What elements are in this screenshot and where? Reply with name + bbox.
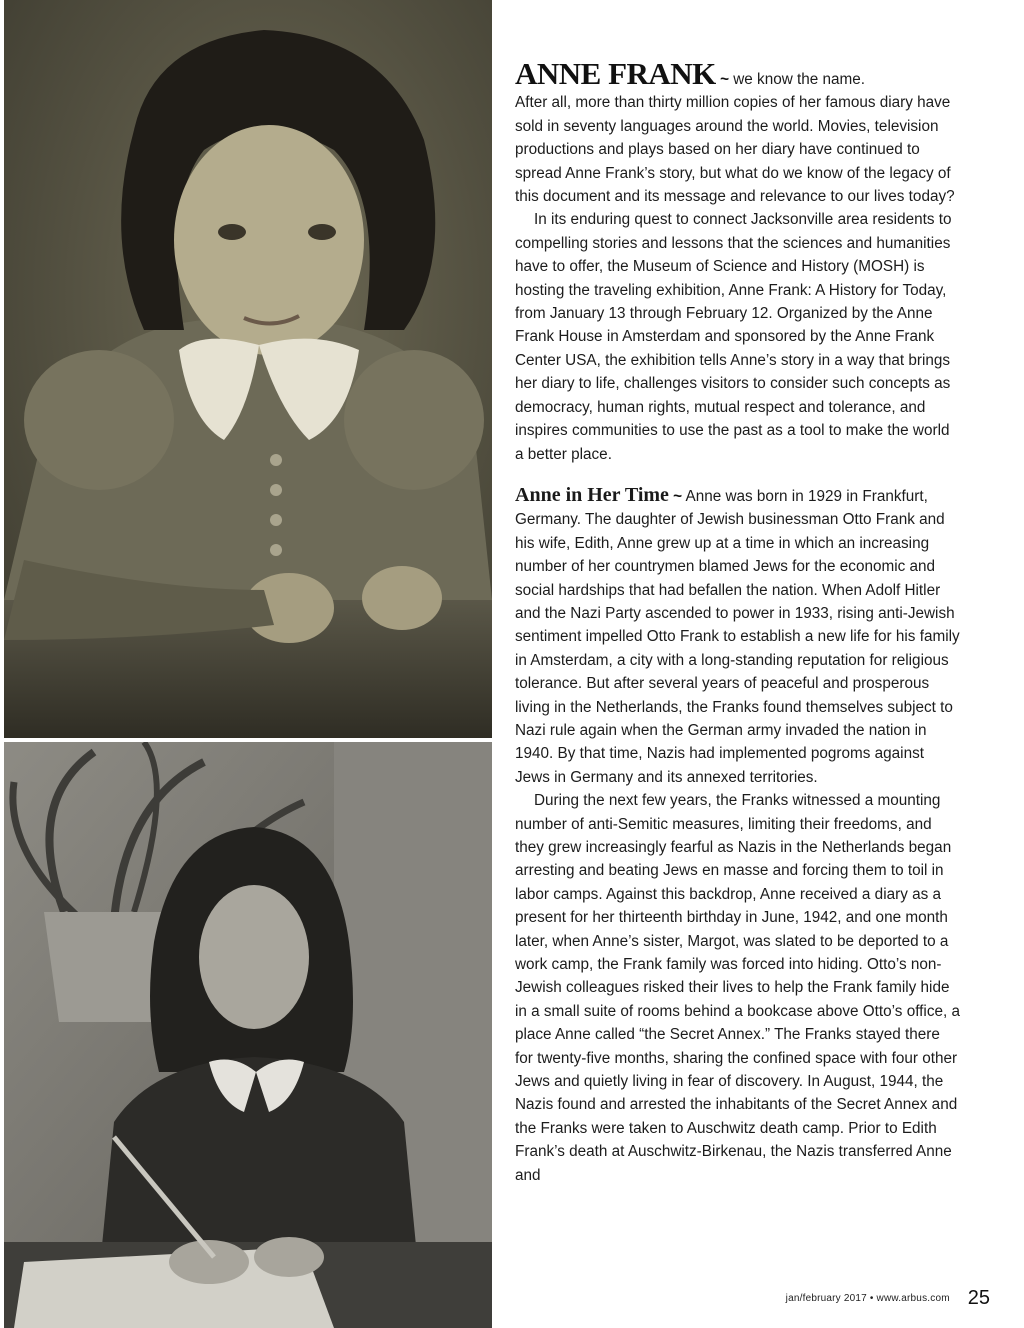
section-lead-text: Anne was born in 1929 in Frankfurt, Germany. The daughter of Jewish businessman Otto Frank and his wife, Edith, Anne grew up at a time in which an increasing number of her countrymen blamed Jews for the economic and social hardships that had befallen the nation. When Adolf Hitler and the Nazi Party ascended to power in 1933, rising anti-Jewish sentiment impelled Otto Frank to establish a new life for his family in Amsterdam, a city with a long-standing reputation for religious tolerance. But after several years of peaceful and prosperous living in the Netherlands, the Franks found themselves subject to Nazi rule again when the German army invaded the nation in 1940. By that time, Nazis had implemented pogroms against Jews in Germany and its annexed territories. [515, 487, 960, 786]
headline-separator: ~ [720, 71, 729, 88]
section-separator: ~ [673, 487, 683, 505]
section-heading: Anne in Her Time [515, 483, 669, 506]
intro-text: After all, more than thirty million copies of her famous diary have sold in seventy languages around the world. Movies, television productions and plays based on her diary have continued to spread Anne Frank’s story, but what do we know of the legacy of this document and its message and relevance to our lives today? [515, 94, 955, 206]
portrait-photo-top [4, 0, 492, 738]
portrait-image-grayscale [4, 742, 492, 1328]
section-paragraph [515, 484, 960, 789]
intro-paragraph [515, 56, 960, 208]
portrait-image-sepia [4, 0, 492, 738]
headline-lead: we know the name. [729, 71, 866, 88]
portrait-photo-bottom [4, 742, 492, 1328]
page-footer [760, 1287, 990, 1310]
hiding-paragraph: During the next few years, the Franks witnessed a mounting number of anti-Semitic measures, limiting their freedoms, and they grew increasingly fearful as Nazis in the Netherlands began arresting and beating Jews en masse and forcing them to toil in labor camps. Against this backdrop, Anne received a diary as a present for her thirteenth birthday in June, 1942, and one month later, when Anne’s sister, Margot, was slated to be deported to a work camp, the Frank family was forced into hiding. Otto’s non-Jewish colleagues risked their lives to help the Frank family hide in a small suite of rooms behind a bookcase above Otto’s office, a place Anne called “the Secret Annex.” The Franks stayed there for twenty-five months, sharing the confined space with four other Jews and quietly living in fear of discovery. In August, 1944, the Nazis found and arrested the inhabitants of the Secret Annex and the Franks were taken to Auschwitz death camp. Prior to Edith Frank’s death at Auschwitz-Birkenau, the Nazis transferred Anne and [515, 792, 960, 1184]
issue-and-website: jan/february 2017 • www.arbus.com [785, 1293, 950, 1304]
headline: ANNE FRANK [515, 56, 716, 91]
page-number: 25 [967, 1287, 990, 1309]
exhibition-paragraph: In its enduring quest to connect Jacksonville area residents to compelling stories and lessons that the sciences and humanities have to offer, the Museum of Science and History (MOSH) is hosting the traveling exhibition, Anne Frank: A History for Today, from January 13 through February 12. Organized by the Anne Frank House in Amsterdam and sponsored by the Anne Frank Center USA, the exhibition tells Anne’s story in a way that brings her diary to life, challenges visitors to consider such concepts as democracy, human rights, mutual respect and tolerance, and inspires communities to use the past as a tool to make the world a better place. [515, 211, 952, 463]
article-body [515, 56, 960, 1187]
